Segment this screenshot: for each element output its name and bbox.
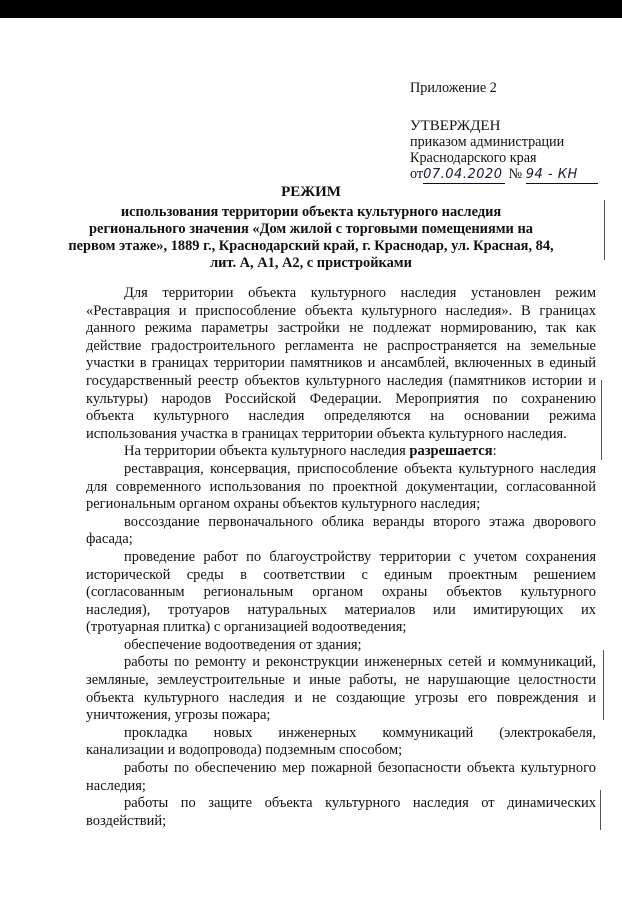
list-item <box>86 760 596 795</box>
list-item-line: для современного использования по проектной документации, согласованной <box>86 478 596 495</box>
list-item-line: (тротуарная плитка) с организацией водоотведения; <box>86 619 407 636</box>
allowed-colon: : <box>492 443 497 460</box>
subtitle-line-2: регионального значения «Дом жилой с торговыми помещениями на <box>89 221 533 237</box>
paragraph-regime-line: государственный реестр объектов культурного наследия (памятников истории и <box>86 372 596 389</box>
list-item-line: (согласованным региональным органом охраны объектов культурного <box>86 584 596 601</box>
list-item-line: исторической среды в соответствии с единым проектным решением <box>86 566 596 583</box>
list-item-line: объекта культурного наследия и не создающие угрозы его повреждения и <box>86 689 596 706</box>
list-item <box>86 654 596 724</box>
list-item-line: уничтожения, угрозы пожара; <box>86 707 271 724</box>
list-item-line: воссоздание первоначального облика веранды второго этажа дворового <box>124 513 596 530</box>
document-subtitle <box>68 204 554 272</box>
allowed-word: разрешается <box>409 443 493 460</box>
list-item <box>86 795 596 830</box>
scan-edge-line <box>603 650 604 720</box>
allowed-list <box>86 461 596 830</box>
document-title: РЕЖИМ <box>281 184 341 200</box>
paragraph-regime-line: «Реставрация и приспособление объекта культурного наследия». В границах <box>86 302 596 319</box>
list-item-line: прокладка новых инженерных коммуникаций (электрокабеля, <box>124 724 596 741</box>
date-prefix: от <box>410 166 424 182</box>
list-item-line: земляные, землеустроительные и иные работы, не нарушающие целостности <box>86 672 596 689</box>
list-item-line: канализации и водопровода) подземным способом; <box>86 742 403 759</box>
list-item-line: региональным органом охраны объектов культурного наследия; <box>86 496 481 513</box>
paragraph-regime-line: использования участка в границах территории объекта культурного наследия. <box>86 425 567 442</box>
list-item-line: работы по ремонту и реконструкции инженерных сетей и коммуникаций, <box>124 654 596 671</box>
list-item-line: наследия; <box>86 777 146 794</box>
subtitle-line-3: первом этаже», 1889 г., Краснодарский край, г. Краснодар, ул. Красная, 84, <box>68 238 554 254</box>
region-label: Краснодарского края <box>410 150 537 166</box>
paragraph-regime-line: культуры) народов Российской Федерации. Мероприятия по сохранению <box>86 390 596 407</box>
scan-edge-line <box>601 380 602 460</box>
allowed-intro-text: На территории объекта культурного наследия <box>124 443 410 460</box>
appendix-label: Приложение 2 <box>410 80 497 96</box>
scan-top-border <box>0 0 622 18</box>
order-label: приказом администрации <box>410 134 565 150</box>
paragraph-regime-line: Для территории объекта культурного наследия установлен режим <box>124 285 596 301</box>
scan-edge-line <box>604 200 605 260</box>
list-item <box>86 725 596 760</box>
document-body <box>86 285 596 830</box>
list-item <box>86 549 596 637</box>
paragraph-regime-line: данного режима параметры застройки не подлежат нормированию, так как <box>86 320 596 337</box>
list-item <box>86 637 596 655</box>
subtitle-line-4: лит. А, А1, А2, с пристройками <box>210 255 412 271</box>
list-item-line: работы по обеспечению мер пожарной безопасности объекта культурного <box>124 760 596 777</box>
paragraph-regime-line: участки в границах территории памятников и ансамблей, включенных в единый <box>86 355 596 372</box>
number-prefix: № <box>508 166 523 182</box>
scan-edge-line <box>600 790 601 830</box>
list-item-line: наследия), тротуаров натуральных материалов или имитирующих их <box>86 601 596 618</box>
paragraph-regime-line: объекта культурного наследия определяются на основании режима <box>86 408 596 425</box>
list-item <box>86 461 596 514</box>
list-item-line: обеспечение водоотведения от здания; <box>124 636 362 653</box>
paragraph-allowed-intro <box>86 443 596 461</box>
list-item-line: работы по защите объекта культурного наследия от динамических <box>124 795 596 812</box>
list-item-line: воздействий; <box>86 812 167 829</box>
order-date-line <box>410 166 598 184</box>
approved-label: УТВЕРЖДЕН <box>410 118 501 134</box>
subtitle-line-1: использования территории объекта культурного наследия <box>120 204 502 220</box>
paragraph-regime <box>86 285 596 443</box>
list-item <box>86 514 596 549</box>
list-item-line: фасада; <box>86 531 133 548</box>
paragraph-regime-line: действие градостроительного регламента не распространяется на земельные <box>86 337 596 354</box>
list-item-line: реставрация, консервация, приспособление объекта культурного наследия <box>124 460 596 477</box>
order-date-value: 07.04.2020 <box>423 166 505 184</box>
list-item-line: проведение работ по благоустройству территории с учетом сохранения <box>124 548 596 565</box>
order-number-value: 94 - КН <box>526 166 598 184</box>
